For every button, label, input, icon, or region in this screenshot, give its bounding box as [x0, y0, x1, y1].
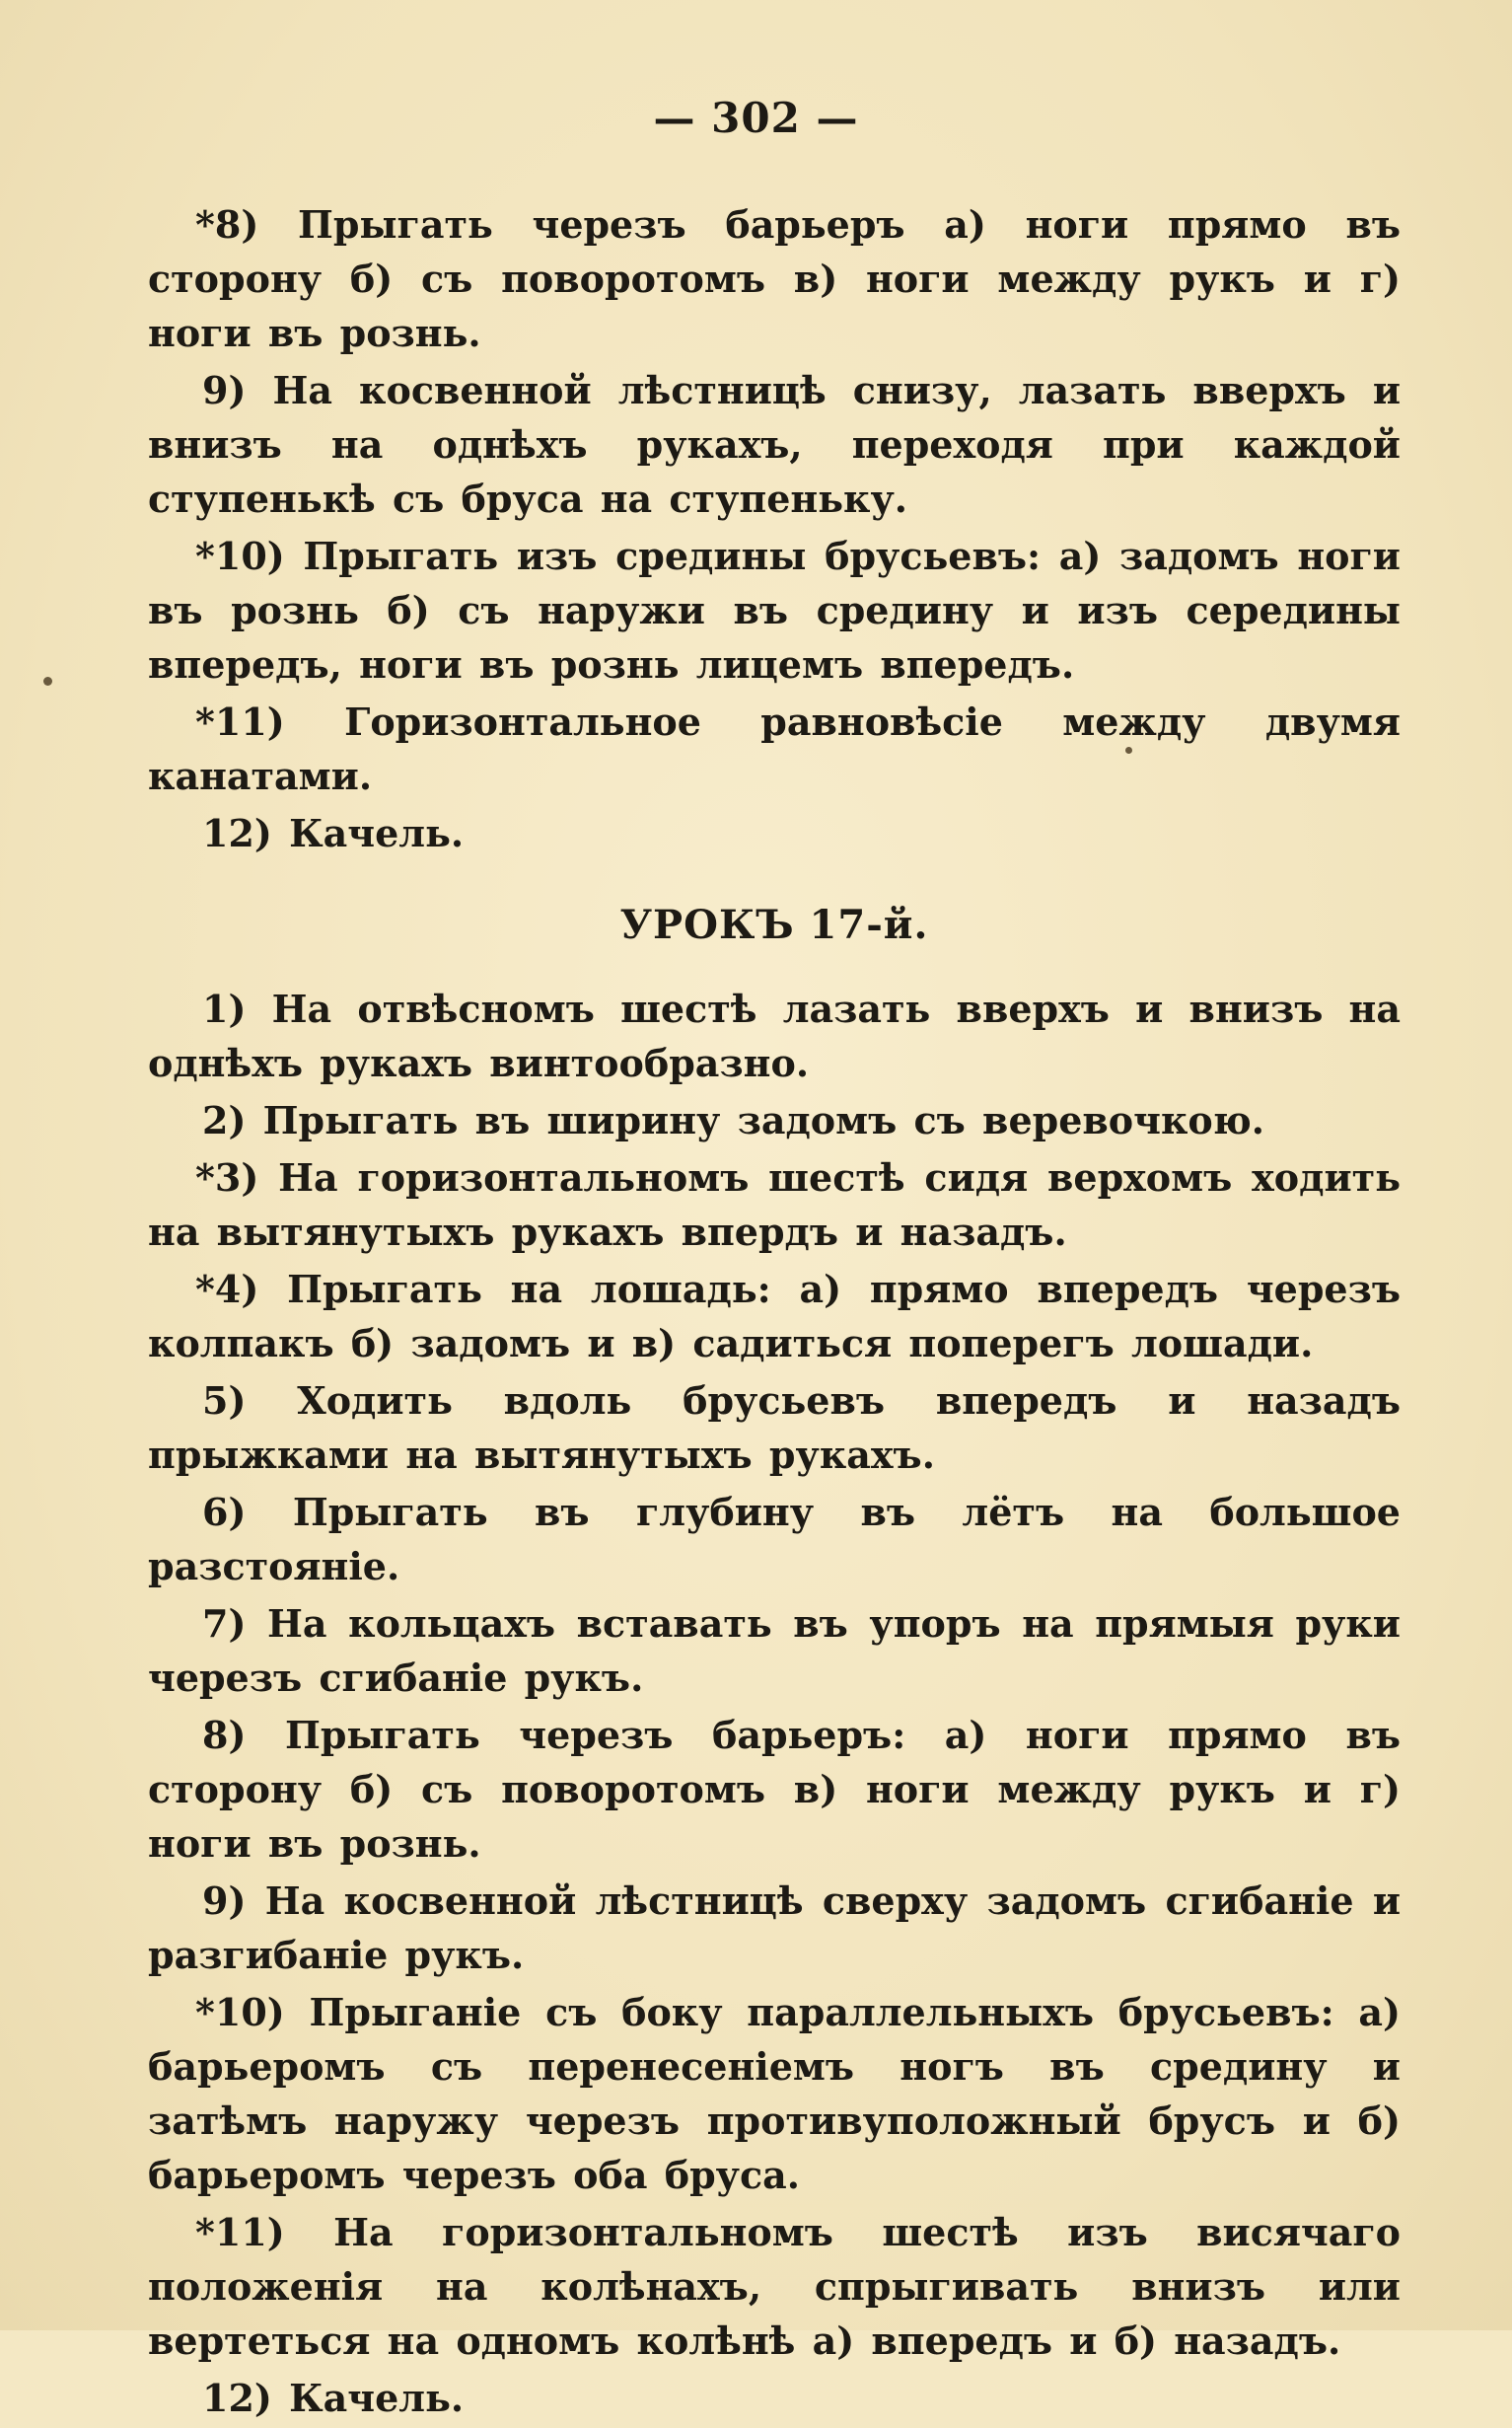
ink-spot [43, 677, 52, 686]
exercise-item: *10) Прыганіе съ боку параллельныхъ брусьевъ: а) барьеромъ съ перенесеніемъ ногъ въ средину и затѣмъ наружу черезъ противуположный брусъ и б) барьеромъ черезъ оба бруса. [148, 1990, 1401, 2197]
exercise-item: *10) Прыгать изъ средины брусьевъ: а) задомъ ноги въ рознь б) съ наружи въ средину и изъ середины впередъ, ноги въ рознь лицемъ впередъ. [148, 534, 1401, 687]
exercise-item: 12) Качель. [202, 811, 465, 855]
exercise-item: 8) Прыгать черезъ барьеръ: а) ноги прямо въ сторону б) съ поворотомъ в) ноги между рукъ и г) ноги въ рознь. [148, 1713, 1401, 1866]
exercise-item: *8) Прыгать черезъ барьеръ а) ноги прямо въ сторону б) съ поворотомъ в) ноги между рукъ и г) ноги въ рознь. [148, 202, 1401, 355]
exercise-item: 1) На отвѣсномъ шестѣ лазать вверхъ и внизъ на однѣхъ рукахъ винтообразно. [148, 987, 1401, 1085]
lesson-heading: УРОКЪ 17-й. [619, 902, 929, 948]
exercise-item: *3) На горизонтальномъ шестѣ сидя верхомъ ходить на вытянутыхъ рукахъ впердъ и назадъ. [148, 1155, 1401, 1254]
exercise-item: *11) Горизонтальное равновѣсіе между двумя канатами. [148, 699, 1401, 798]
exercise-item: 9) На косвенной лѣстницѣ снизу, лазать вверхъ и внизъ на однѣхъ рукахъ, переходя при каждой ступенькѣ съ бруса на ступеньку. [148, 368, 1401, 521]
page-number: — 302 — [653, 94, 859, 142]
exercise-item: 5) Ходить вдоль брусьевъ впередъ и назадъ прыжками на вытянутыхъ рукахъ. [148, 1378, 1401, 1477]
exercise-item: 9) На косвенной лѣстницѣ сверху задомъ сгибаніе и разгибаніе рукъ. [148, 1878, 1401, 1977]
exercise-item: 12) Качель. [202, 2376, 465, 2420]
exercise-item: *11) На горизонтальномъ шестѣ изъ висячаго положенія на колѣнахъ, спрыгивать внизъ или вертеться на одномъ колѣнѣ а) впередъ и б) назадъ. [148, 2210, 1401, 2363]
exercise-item: 7) На кольцахъ вставать въ упоръ на прямыя руки черезъ сгибаніе рукъ. [148, 1601, 1401, 1700]
section-previous-lesson [148, 197, 1401, 2428]
exercise-item: 2) Прыгать въ ширину задомъ съ веревочкою. [202, 1098, 1264, 1142]
exercise-item: 6) Прыгать въ глубину въ лётъ на большое разстояніе. [148, 1490, 1401, 1588]
exercise-item: *4) Прыгать на лошадь: а) прямо впередъ черезъ колпакъ б) задомъ и в) садиться поперегъ лошади. [148, 1267, 1401, 1365]
